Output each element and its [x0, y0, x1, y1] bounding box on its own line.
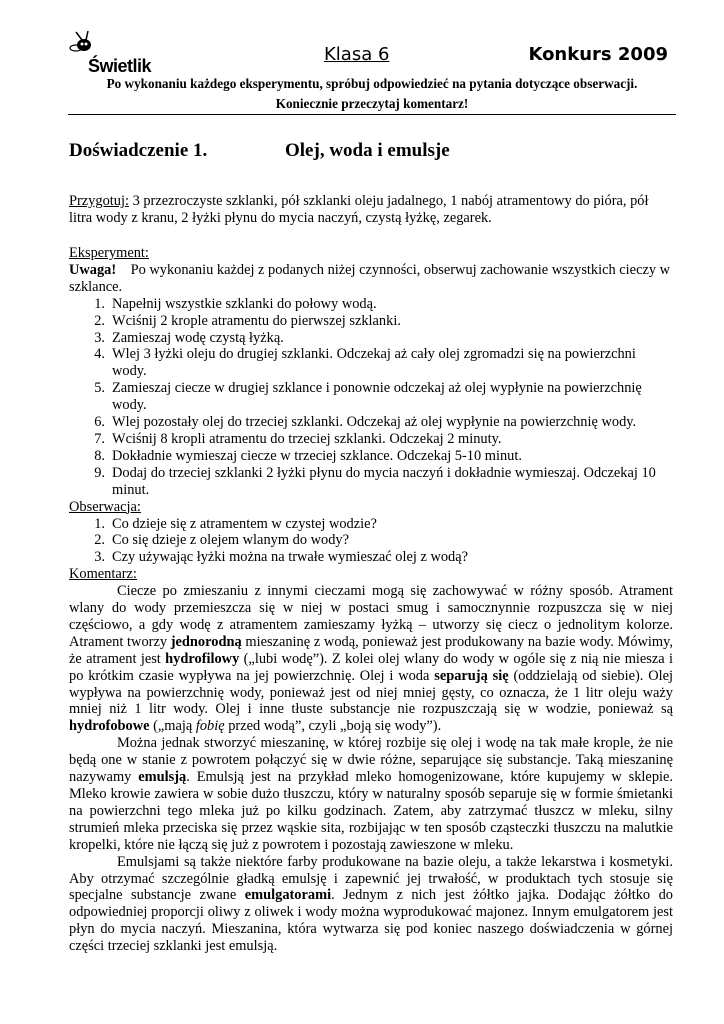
list-item: 2. Co się dzieje z olejem wlanym do wody? [94, 532, 349, 549]
instruction-note-emphasis: Koniecznie przeczytaj komentarz! [275, 96, 469, 111]
warning [69, 262, 673, 296]
comment-label: Komentarz: [69, 566, 137, 583]
experiment-section [69, 245, 673, 955]
list-item: 1. Napełnij wszystkie szklanki do połowy wodą. [94, 295, 377, 312]
class-label: Klasa 6 [324, 44, 390, 65]
comment-paragraph-3: Emulsjami są także niektóre farby produkowane na bazie oleju, a także lekarstwa i kosmetyki. Aby otrzymać szczególnie gładką emulsję i zapewnić jej trwałość, w produktach tych stosuje się specjalne substancje zwane emulgatorami. Jednym z nich jest żółtko jajka. Dodając żółtko do odpowiedniej proporcji oliwy z oliwek i wody można wyprodukować majonez. Innym emulgatorem jest płyn do mycia naczyń. Mieszanina, która wytwarza się pod koniec naszego doświadczenia w górnej części trzeciej szklanki jest emulsją. [69, 853, 673, 955]
comment-paragraph-1: Ciecze po zmieszaniu z innymi cieczami mogą się zachowywać w różny sposób. Atrament wlany do wody przemieszcza się w niej w postaci smug i samocznynnie rozpuszcza się w niej częściowo, a gdy wodę z atramentem zamieszamy łyżką – utworzy się ciecz o jednolitym kolorze. Atrament tworzy jednorodną mieszaninę z wodą, ponieważ jest produkowany na bazie wody. Mówimy, że atrament jest hydrofilowy („lubi wodę”). Z kolei olej wlany do wody w ogóle się z nią nie miesza i po krótkim czasie wypływa na jej powierzchnię. Olej i woda separują się (oddzielają od siebie). Olej wypływa na powierzchnię wody, ponieważ jest od niej mniej gęsty, co oznacza, że 1 litr oleju waży mniej niż 1 litr wody. Olej i inne tłuste substancje nie rozpuszczają się w wodzie, ponieważ są hydrofobowe („mają fobię przed wodą”, czyli „boją się wody”). [69, 583, 674, 735]
prepare-section [69, 193, 673, 227]
warning-text: Po wykonaniu każdej z podanych niżej czynności, obserwuj zachowanie wszystkich cieczy w szklance. [69, 261, 674, 295]
logo-text: Świetlik [88, 56, 152, 76]
steps-list [69, 296, 673, 499]
questions-list [69, 516, 673, 567]
prepare-text: 3 przezroczyste szklanki, pół szklanki oleju jadalnego, 1 nabój atramentowy do pióra, pół litra wody z kranu, 2 łyżki płynu do mycia naczyń, czystą łyżkę, zegarek. [69, 193, 649, 226]
instruction-note: Po wykonaniu każdego eksperymentu, spróbuj odpowiedzieć na pytania dotyczące obserwacji. [106, 76, 638, 91]
list-item: 9. Dodaj do trzeciej szklanki 2 łyżki płynu do mycia naczyń i dokładnie wymieszaj. Odczekaj 10 minut. [94, 464, 656, 498]
comment-paragraph-2: Można jednak stworzyć mieszaninę, w której rozbije się olej i wodę na tak małe krople, że nie będą one w stanie z powrotem połączyć się w dwie różne, separujące się substancje. Taką mieszaninę nazywamy emulsją. Emulsją jest na przykład mleko homogenizowane, które kupujemy w sklepie. Mleko krowie zawiera w sobie dużo tłuszczu, który w naturalny sposób separuje się w formie śmietanki na powierzchni tego mleka już po kilku godzinach. Zatem, aby zatrzymać tłuszcz w mleku, silny strumień mleka przeciska się przez wąskie sita, rozbijając w ten sposób cząsteczki tłuszczu na malutkie kropelki, które nie łączą się już z powrotem i pozostają zawieszone w mleku. [69, 735, 673, 853]
experiment-title: Olej, woda i emulsje [285, 140, 450, 161]
contest-label: Konkurs 2009 [528, 44, 668, 65]
header-divider [68, 114, 676, 115]
list-item: 3. Zamieszaj wodę czystą łyżką. [94, 329, 284, 346]
list-item: 8. Dokładnie wymieszaj ciecze w trzeciej szklance. Odczekaj 5-10 minut. [94, 447, 522, 464]
experiment-number: Doświadczenie 1. [69, 140, 208, 161]
list-item: 2. Wciśnij 2 krople atramentu do pierwszej szklanki. [94, 312, 401, 329]
list-item: 4. Wlej 3 łyżki oleju do drugiej szklanki. Odczekaj aż cały olej zgromadzi się na powierzchni wody. [94, 346, 636, 380]
list-item: 3. Czy używając łyżki można na trwałe wymieszać olej z wodą? [94, 549, 469, 566]
list-item: 6. Wlej pozostały olej do trzeciej szklanki. Odczekaj aż olej wypłynie na powierzchnię wody. [94, 414, 637, 431]
warning-label: Uwaga! [69, 261, 117, 278]
swietlik-logo [68, 30, 178, 80]
list-item: 1. Co dzieje się z atramentem w czystej wodzie? [94, 515, 377, 532]
observation-label: Obserwacja: [69, 498, 141, 515]
list-item: 7. Wciśnij 8 kropli atramentu do trzeciej szklanki. Odczekaj 2 minuty. [94, 430, 502, 447]
prepare-label: Przygotuj: [69, 193, 129, 209]
experiment-label: Eksperyment: [69, 245, 149, 261]
list-item: 5. Zamieszaj ciecze w drugiej szklance i ponownie odczekaj aż olej wypłynie na powierzchnię wody. [94, 380, 642, 414]
